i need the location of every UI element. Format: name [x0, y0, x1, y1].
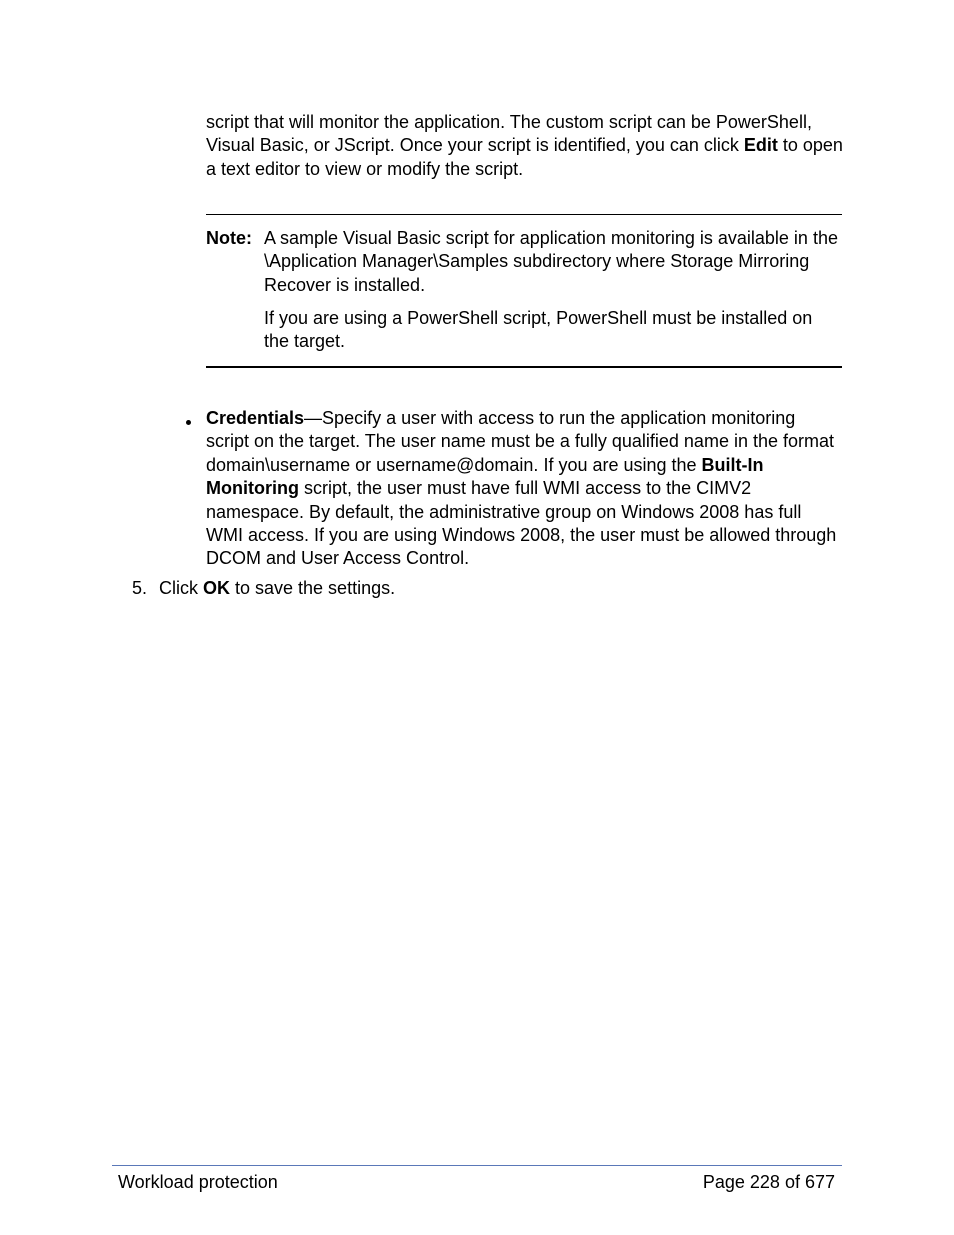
note-label: Note:	[206, 228, 252, 248]
footer-rule	[112, 1165, 842, 1166]
edit-bold-term: Edit	[743, 135, 778, 156]
note-text-1: A sample Visual Basic script for application monitoring is available in the \Application Manager\Samples subdirectory where Storage Mirroring Recover is installed.	[264, 228, 838, 295]
note-top-rule	[206, 214, 842, 215]
footer-section-title: Workload protection	[118, 1172, 278, 1192]
note-bottom-rule	[206, 366, 842, 368]
note-text-2: If you are using a PowerShell script, PowerShell must be installed on the target.	[264, 308, 813, 352]
intro-text-1: script that will monitor the application. The custom script can be PowerShell, Visual Basic, or JScript. Once your script is identified, you can click	[206, 112, 812, 156]
step-prefix: Click	[159, 578, 203, 598]
step-number: 5.	[132, 578, 148, 598]
intro-text-2: to open a text editor to view or modify the script.	[206, 135, 843, 179]
credentials-bold-term: Credentials	[206, 408, 305, 428]
bullet-icon	[186, 420, 191, 425]
ok-bold-term: OK	[203, 578, 230, 598]
builtin-monitoring-bold-term: Built-In Monitoring	[206, 454, 764, 499]
credentials-paragraph	[206, 407, 842, 571]
step-5-text	[159, 577, 395, 600]
credentials-text-1: —Specify a user with access to run the application monitoring script on the target. The user name must be a fully qualified name in the format domain\username or username@domain. If you are using the	[206, 408, 834, 475]
credentials-text-2: script, the user must have full WMI access to the CIMV2 namespace. By default, the administrative group on Windows 2008 has full WMI access. If you are using Windows 2008, the user must be allowed through DCOM and User Access Control.	[206, 478, 837, 569]
footer-page-number: Page 228 of 677	[702, 1172, 835, 1192]
intro-paragraph	[206, 111, 846, 181]
step-suffix: to save the settings.	[230, 578, 396, 598]
